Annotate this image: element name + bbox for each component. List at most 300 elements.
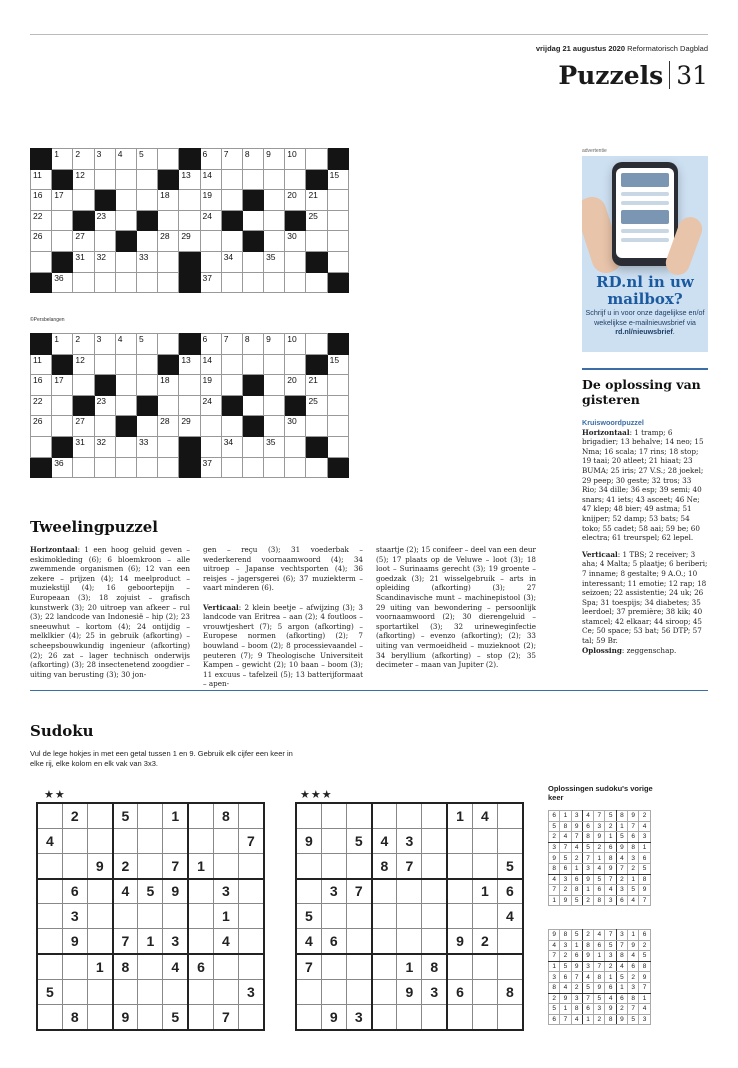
crossword-cell[interactable] (306, 231, 327, 252)
crossword-cell[interactable] (306, 272, 327, 293)
crossword-cell[interactable] (242, 457, 263, 478)
sudoku-cell[interactable] (113, 904, 138, 929)
sudoku-cell[interactable] (498, 1005, 523, 1030)
sudoku-cell[interactable] (397, 803, 422, 828)
ad-box[interactable] (582, 156, 708, 352)
sudoku-cell[interactable] (397, 1005, 422, 1030)
sudoku-cell[interactable] (37, 853, 62, 878)
sudoku-cell[interactable] (372, 929, 397, 954)
crossword-cell[interactable] (306, 334, 327, 355)
sudoku-cell: 5 (346, 828, 371, 853)
sudoku-cell[interactable] (37, 954, 62, 979)
crossword-cell[interactable] (327, 395, 348, 416)
crossword-cell[interactable] (242, 272, 263, 293)
clue-number: 19 (202, 190, 212, 201)
crossword-cell[interactable] (52, 210, 73, 231)
sudoku-cell[interactable] (372, 954, 397, 979)
crossword-cell[interactable] (264, 395, 285, 416)
sudoku-cell[interactable] (472, 954, 497, 979)
sudoku-cell[interactable] (37, 904, 62, 929)
crossword-cell[interactable] (285, 231, 306, 252)
crossword-cell[interactable] (73, 416, 94, 437)
sudoku-cell[interactable] (87, 828, 112, 853)
crossword-cell[interactable] (115, 436, 136, 457)
sudoku-cell[interactable] (87, 979, 112, 1004)
crossword-cell[interactable] (285, 149, 306, 170)
tweeling-col-1 (30, 545, 190, 689)
sudoku-cell[interactable] (422, 1005, 447, 1030)
crossword-cell[interactable] (158, 272, 179, 293)
crossword-cell[interactable] (200, 210, 221, 231)
crossword-cell[interactable] (73, 149, 94, 170)
sudoku-cell[interactable] (321, 803, 346, 828)
crossword-cell[interactable] (306, 375, 327, 396)
crossword-cell[interactable] (306, 149, 327, 170)
solution-cell: 9 (594, 982, 605, 993)
crossword-cell[interactable] (179, 375, 200, 396)
crossword-cell[interactable] (94, 457, 115, 478)
black-cell (327, 149, 348, 170)
crossword-cell[interactable] (200, 436, 221, 457)
crossword-cell[interactable] (327, 231, 348, 252)
crossword-cell[interactable] (73, 375, 94, 396)
sudoku-cell[interactable] (138, 853, 163, 878)
sudoku-cell[interactable] (113, 979, 138, 1004)
sudoku-cell[interactable] (498, 803, 523, 828)
crossword-cell[interactable] (327, 210, 348, 231)
crossword-cell[interactable] (264, 436, 285, 457)
sudoku-cell: 2 (113, 853, 138, 878)
crossword-cell[interactable] (200, 334, 221, 355)
crossword-cell[interactable] (158, 457, 179, 478)
crossword-cell[interactable] (221, 334, 242, 355)
sudoku-cell[interactable] (321, 954, 346, 979)
crossword-cell[interactable] (200, 190, 221, 211)
crossword-cell[interactable] (221, 272, 242, 293)
crossword-cell[interactable] (136, 149, 157, 170)
sudoku-cell[interactable] (138, 979, 163, 1004)
crossword-cell[interactable] (242, 210, 263, 231)
crossword-cell[interactable] (306, 416, 327, 437)
crossword-cell[interactable] (242, 169, 263, 190)
black-cell (242, 231, 263, 252)
crossword-cell[interactable] (136, 272, 157, 293)
sudoku-cell[interactable] (472, 1005, 497, 1030)
crossword-cell[interactable] (136, 251, 157, 272)
crossword-cell[interactable] (200, 416, 221, 437)
sudoku-cell[interactable] (346, 904, 371, 929)
crossword-cell[interactable] (242, 354, 263, 375)
crossword-cell[interactable] (200, 231, 221, 252)
crossword-cell[interactable] (158, 436, 179, 457)
sudoku-cell[interactable] (37, 879, 62, 904)
sudoku-cell[interactable] (472, 979, 497, 1004)
sudoku-cell[interactable] (447, 954, 472, 979)
sudoku-cell[interactable] (239, 1005, 264, 1030)
solution-cell: 7 (560, 1014, 571, 1025)
crossword-cell[interactable] (94, 272, 115, 293)
crossword-cell[interactable] (242, 436, 263, 457)
sudoku-cell[interactable] (113, 828, 138, 853)
sudoku-cell[interactable] (397, 879, 422, 904)
sudoku-cell[interactable] (422, 828, 447, 853)
sudoku-cell[interactable] (447, 904, 472, 929)
sudoku-cell[interactable] (239, 954, 264, 979)
sudoku-cell[interactable] (213, 828, 238, 853)
crossword-cell[interactable] (31, 354, 52, 375)
sudoku-cell[interactable] (397, 904, 422, 929)
crossword-cell[interactable] (73, 231, 94, 252)
crossword-cell[interactable] (306, 395, 327, 416)
crossword-cell[interactable] (200, 375, 221, 396)
crossword-cell[interactable] (285, 354, 306, 375)
crossword-cell[interactable] (115, 457, 136, 478)
solution-cell: 2 (616, 1004, 627, 1015)
crossword-cell[interactable] (158, 416, 179, 437)
sudoku-cell[interactable] (346, 853, 371, 878)
crossword-cell[interactable] (327, 436, 348, 457)
crossword-cell[interactable] (264, 169, 285, 190)
crossword-cell[interactable] (200, 272, 221, 293)
crossword-cell[interactable] (264, 149, 285, 170)
crossword-cell[interactable] (285, 457, 306, 478)
crossword-cell[interactable] (221, 149, 242, 170)
crossword-cell[interactable] (327, 354, 348, 375)
crossword-cell[interactable] (31, 231, 52, 252)
sudoku-cell[interactable] (138, 904, 163, 929)
crossword-cell[interactable] (73, 334, 94, 355)
crossword-cell[interactable] (136, 231, 157, 252)
vertical-clues-cont: staartje (2); 15 conifeer – deel van een deur (5); 17 plaats op de Veluwe – loot (3); 18 loot – Surinaams gerecht (3); 19 groente – goedzak (3); 21 wisselgebruik – arts in opleiding (afkorting) (3); 27 Scandinavische munt – machinepistool (3); 29 uiting van bewondering – persoonlijk voornaamwoord (2); 30 dierengeluid – sportartikel (3); 32 urineweginfectie (afkorting) – evenzo (afkorting); (2); 33 uiting van vermoeidheid – muzieknoot (2); 34 beryllium (afkorting) – stop (2); 35 decimeter – maan van Jupiter (2). (376, 545, 536, 670)
crossword-cell[interactable] (52, 149, 73, 170)
sudoku-cell[interactable] (447, 879, 472, 904)
crossword-cell[interactable] (31, 395, 52, 416)
solution-cell: 6 (616, 993, 627, 1004)
crossword-cell[interactable] (285, 334, 306, 355)
sudoku-cell[interactable] (372, 979, 397, 1004)
crossword-cell[interactable] (52, 272, 73, 293)
crossword-cell[interactable] (158, 190, 179, 211)
sudoku-cell[interactable] (346, 803, 371, 828)
sudoku-cell[interactable] (498, 929, 523, 954)
sudoku-cell[interactable] (188, 803, 213, 828)
crossword-cell[interactable] (115, 149, 136, 170)
crossword-cell[interactable] (221, 375, 242, 396)
crossword-cell[interactable] (94, 416, 115, 437)
crossword-cell[interactable] (52, 457, 73, 478)
crossword-cell[interactable] (285, 190, 306, 211)
crossword-cell[interactable] (327, 375, 348, 396)
crossword-cell[interactable] (73, 354, 94, 375)
crossword-cell[interactable] (221, 457, 242, 478)
crossword-cell[interactable] (115, 334, 136, 355)
clue-number: 24 (202, 395, 212, 406)
crossword-cell[interactable] (73, 457, 94, 478)
crossword-cell[interactable] (200, 169, 221, 190)
crossword-cell[interactable] (179, 395, 200, 416)
crossword-cell[interactable] (31, 190, 52, 211)
crossword-cell[interactable] (73, 251, 94, 272)
sudoku-cell[interactable] (213, 954, 238, 979)
sudoku-cell[interactable] (188, 828, 213, 853)
sudoku-cell[interactable] (372, 803, 397, 828)
crossword-cell[interactable] (221, 436, 242, 457)
sudoku-cell[interactable] (62, 954, 87, 979)
sudoku-cell[interactable] (447, 828, 472, 853)
crossword-cell[interactable] (264, 210, 285, 231)
crossword-cell[interactable] (200, 149, 221, 170)
sudoku-cell[interactable] (498, 954, 523, 979)
crossword-cell[interactable] (115, 354, 136, 375)
crossword-cell[interactable] (306, 190, 327, 211)
sudoku-cell[interactable] (87, 1005, 112, 1030)
crossword-cell[interactable] (306, 210, 327, 231)
solution-cell: 7 (594, 961, 605, 972)
crossword-cell[interactable] (115, 210, 136, 231)
sudoku-cell[interactable] (62, 853, 87, 878)
crossword-cell[interactable] (285, 272, 306, 293)
crossword-cell[interactable] (136, 334, 157, 355)
crossword-cell[interactable] (327, 190, 348, 211)
sudoku-cell[interactable] (397, 929, 422, 954)
crossword-cell[interactable] (242, 334, 263, 355)
crossword-cell[interactable] (200, 395, 221, 416)
crossword-cell[interactable] (52, 375, 73, 396)
clue-number: 37 (202, 457, 212, 468)
crossword-cell[interactable] (158, 231, 179, 252)
crossword-cell[interactable] (264, 375, 285, 396)
sudoku-cell[interactable] (239, 904, 264, 929)
crossword-cell[interactable] (94, 395, 115, 416)
crossword-cell[interactable] (94, 231, 115, 252)
crossword-cell[interactable] (264, 251, 285, 272)
crossword-cell[interactable] (264, 416, 285, 437)
crossword-cell[interactable] (327, 251, 348, 272)
sudoku-cell[interactable] (239, 879, 264, 904)
sudoku-cell[interactable] (87, 929, 112, 954)
crossword-cell[interactable] (179, 231, 200, 252)
crossword-cell[interactable] (221, 231, 242, 252)
sudoku-cell[interactable] (239, 803, 264, 828)
sudoku-cell[interactable] (188, 879, 213, 904)
sudoku-cell[interactable] (447, 853, 472, 878)
sudoku-cell[interactable] (422, 853, 447, 878)
sudoku-cell[interactable] (163, 979, 188, 1004)
sudoku-cell[interactable] (37, 929, 62, 954)
crossword-cell[interactable] (285, 375, 306, 396)
crossword-cell[interactable] (158, 210, 179, 231)
crossword-cell[interactable] (31, 436, 52, 457)
sudoku-cell[interactable] (296, 853, 321, 878)
solution-cell: 3 (639, 1014, 650, 1025)
crossword-cell[interactable] (200, 457, 221, 478)
crossword-cell[interactable] (179, 354, 200, 375)
solution-cell: 8 (616, 811, 627, 822)
crossword-cell[interactable] (115, 251, 136, 272)
crossword-cell[interactable] (94, 169, 115, 190)
crossword-cell[interactable] (285, 416, 306, 437)
sudoku-cell[interactable] (422, 803, 447, 828)
crossword-cell[interactable] (94, 436, 115, 457)
crossword-cell[interactable] (73, 190, 94, 211)
crossword-cell[interactable] (242, 395, 263, 416)
crossword-cell[interactable] (264, 190, 285, 211)
crossword-cell[interactable] (285, 169, 306, 190)
crossword-cell[interactable] (200, 354, 221, 375)
crossword-cell[interactable] (136, 375, 157, 396)
crossword-cell[interactable] (136, 354, 157, 375)
crossword-cell[interactable] (285, 251, 306, 272)
sudoku-cell[interactable] (321, 828, 346, 853)
crossword-cell[interactable] (31, 251, 52, 272)
sudoku-cell[interactable] (138, 803, 163, 828)
solution-cell: 2 (605, 961, 616, 972)
sudoku-cell[interactable] (321, 853, 346, 878)
crossword-cell[interactable] (136, 169, 157, 190)
solution-cell: 9 (639, 972, 650, 983)
crossword-cell[interactable] (221, 354, 242, 375)
sudoku-cell[interactable] (138, 828, 163, 853)
crossword-cell[interactable] (200, 251, 221, 272)
crossword-cell[interactable] (73, 272, 94, 293)
crossword-cell[interactable] (179, 190, 200, 211)
sudoku-cell[interactable] (87, 904, 112, 929)
crossword-cell[interactable] (94, 251, 115, 272)
sudoku-cell[interactable] (346, 929, 371, 954)
sudoku-cell[interactable] (422, 879, 447, 904)
sudoku-cell[interactable] (422, 904, 447, 929)
sudoku-cell[interactable] (87, 879, 112, 904)
crossword-cell[interactable] (264, 334, 285, 355)
crossword-cell[interactable] (221, 169, 242, 190)
crossword-cell[interactable] (242, 251, 263, 272)
sudoku-cell[interactable] (163, 904, 188, 929)
crossword-cell[interactable] (136, 416, 157, 437)
crossword-cell[interactable] (52, 190, 73, 211)
solution-cell: 1 (628, 874, 639, 885)
crossword-cell[interactable] (221, 416, 242, 437)
crossword-cell[interactable] (327, 169, 348, 190)
crossword-cell[interactable] (306, 457, 327, 478)
crossword-cell[interactable] (115, 190, 136, 211)
sudoku-cell[interactable] (296, 979, 321, 1004)
crossword-cell[interactable] (136, 190, 157, 211)
sudoku-cell[interactable] (372, 904, 397, 929)
crossword-cell[interactable] (264, 457, 285, 478)
crossword-cell[interactable] (179, 416, 200, 437)
crossword-cell[interactable] (264, 231, 285, 252)
sudoku-cell[interactable] (37, 803, 62, 828)
sudoku-cell: 6 (447, 979, 472, 1004)
sudoku-cell[interactable] (372, 879, 397, 904)
crossword-cell[interactable] (136, 436, 157, 457)
crossword-cell[interactable] (52, 416, 73, 437)
ad-link[interactable]: rd.nl/nieuwsbrief (615, 327, 673, 337)
crossword-cell[interactable] (158, 395, 179, 416)
sudoku-cell[interactable] (213, 853, 238, 878)
crossword-cell[interactable] (136, 457, 157, 478)
sudoku-cell[interactable] (296, 803, 321, 828)
crossword-cell[interactable] (52, 395, 73, 416)
crossword-cell[interactable] (31, 210, 52, 231)
crossword-cell[interactable] (242, 149, 263, 170)
crossword-cell[interactable] (158, 149, 179, 170)
crossword-cell[interactable] (158, 375, 179, 396)
sudoku-cell[interactable] (188, 929, 213, 954)
solution-cell: 4 (639, 1004, 650, 1015)
sudoku-cell[interactable] (472, 904, 497, 929)
sudoku-cell[interactable] (188, 979, 213, 1004)
sudoku-cell[interactable] (372, 1005, 397, 1030)
crossword-cell[interactable] (31, 375, 52, 396)
crossword-cell[interactable] (73, 169, 94, 190)
crossword-cell[interactable] (31, 416, 52, 437)
crossword-cell[interactable] (158, 334, 179, 355)
crossword-cell[interactable] (115, 169, 136, 190)
sudoku-cell[interactable] (138, 954, 163, 979)
sudoku-cell[interactable] (87, 803, 112, 828)
crossword-cell[interactable] (31, 169, 52, 190)
crossword-cell[interactable] (264, 272, 285, 293)
sudoku-cell[interactable] (62, 979, 87, 1004)
sudoku-cell[interactable] (239, 929, 264, 954)
crossword-cell[interactable] (179, 169, 200, 190)
advertisement[interactable] (582, 148, 708, 354)
crossword-cell[interactable] (52, 334, 73, 355)
sudoku-cell[interactable] (472, 828, 497, 853)
sudoku-cell[interactable] (321, 979, 346, 1004)
sudoku-cell[interactable] (239, 853, 264, 878)
sudoku-cell[interactable] (346, 954, 371, 979)
sudoku-cell[interactable] (422, 929, 447, 954)
black-cell (136, 395, 157, 416)
sudoku-cell[interactable] (188, 1005, 213, 1030)
sudoku-cell[interactable] (296, 1005, 321, 1030)
crossword-cell[interactable] (94, 354, 115, 375)
crossword-cell[interactable] (115, 375, 136, 396)
sudoku-cell[interactable] (472, 853, 497, 878)
sudoku-cell[interactable] (447, 1005, 472, 1030)
sudoku-cell[interactable] (321, 904, 346, 929)
sudoku-cell[interactable] (188, 904, 213, 929)
crossword-cell[interactable] (179, 210, 200, 231)
sudoku-cell[interactable] (498, 828, 523, 853)
sudoku-cell[interactable] (62, 828, 87, 853)
crossword-cell[interactable] (94, 334, 115, 355)
crossword-cell[interactable] (115, 272, 136, 293)
sudoku-cell[interactable] (37, 1005, 62, 1030)
sudoku-cell[interactable] (296, 879, 321, 904)
sudoku-cell[interactable] (213, 979, 238, 1004)
crossword-cell[interactable] (52, 231, 73, 252)
difficulty-stars-2: ★★★ (300, 789, 333, 801)
crossword-cell[interactable] (94, 149, 115, 170)
crossword-cell[interactable] (158, 251, 179, 272)
sudoku-cell[interactable] (163, 828, 188, 853)
sudoku-cell[interactable] (346, 979, 371, 1004)
crossword-cell[interactable] (264, 354, 285, 375)
crossword-cell[interactable] (221, 190, 242, 211)
clue-number: 32 (96, 436, 107, 447)
crossword-cell[interactable] (285, 436, 306, 457)
sudoku-cell[interactable] (138, 1005, 163, 1030)
crossword-cell[interactable] (94, 210, 115, 231)
solution-vertical-label: Verticaal (582, 549, 618, 559)
crossword-cell[interactable] (221, 251, 242, 272)
crossword-cell[interactable] (73, 436, 94, 457)
crossword-cell[interactable] (115, 395, 136, 416)
crossword-cell[interactable] (327, 416, 348, 437)
